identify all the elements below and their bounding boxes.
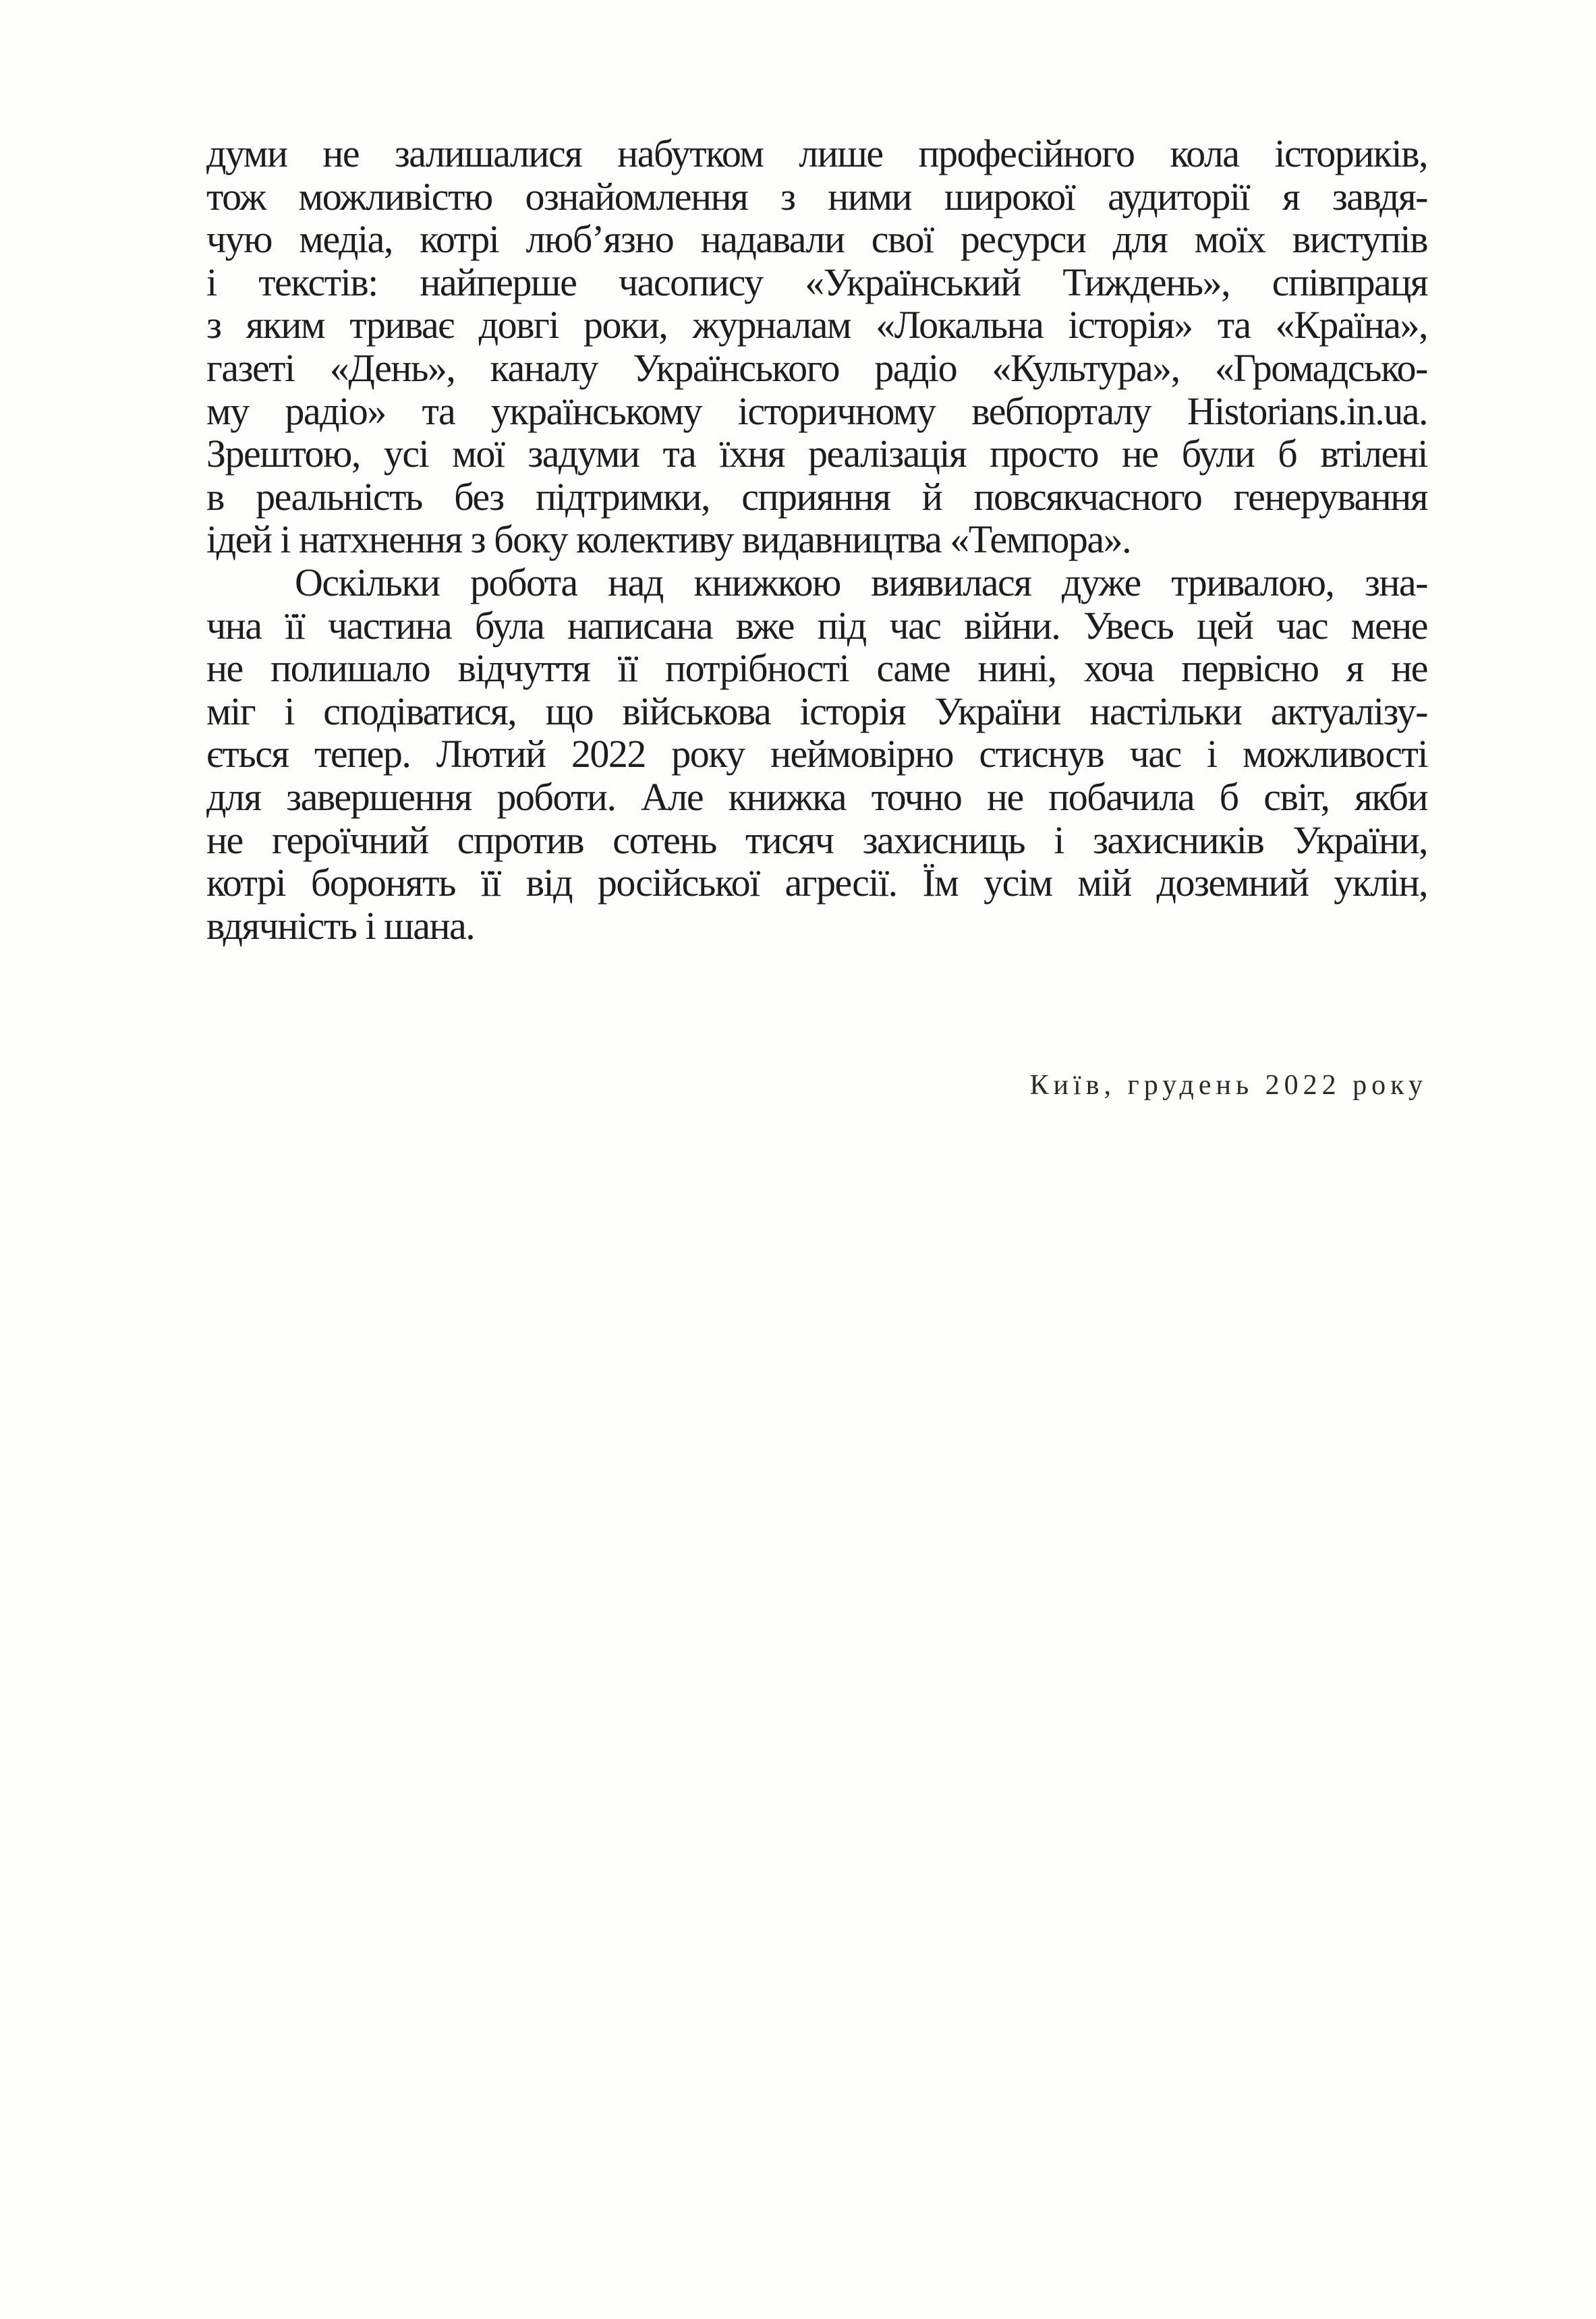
text-line: газеті «День», каналу Українського радіо «Культура», «Громадсько- — [206, 345, 1427, 390]
text-line: ідей і натхнення з боку колективу видавництва «Темпора». — [206, 517, 1131, 562]
text-line: вдячність і шана. — [206, 903, 475, 948]
text-line: Зрештою, усі мої задуми та їхня реалізація просто не були б втілені — [206, 432, 1427, 476]
text-line: в реальність без підтримки, сприяння й повсякчасного генерування — [206, 474, 1427, 519]
text-line: і текстів: найперше часопису «Український Тиждень», співпраця — [206, 260, 1427, 304]
paragraph-1 — [206, 132, 1427, 561]
paragraph-2 — [206, 561, 1427, 947]
text-line: ється тепер. Лютий 2022 року неймовірно стиснув час і можливості — [206, 732, 1427, 776]
place-date-signature: Київ, грудень 2022 року — [1029, 1070, 1427, 1101]
text-line: Оскільки робота над книжкою виявилася дуже тривалою, зна- — [295, 560, 1427, 604]
text-line: для завершення роботи. Але книжка точно не побачила б світ, якби — [206, 774, 1427, 819]
text-line: чую медіа, котрі люб’язно надавали свої ресурси для моїх виступів — [206, 217, 1427, 262]
text-line: з яким триває довгі роки, журналам «Локальна історія» та «Країна», — [206, 303, 1427, 347]
page-body — [206, 132, 1427, 947]
text-line: котрі боронять її від російської агресії. Їм усім мій доземний уклін, — [206, 861, 1427, 905]
text-line: міг і сподіватися, що військова історія України настільки актуалізу- — [206, 689, 1427, 733]
text-line: не полишало відчуття її потрібності саме нині, хоча первісно я не — [206, 646, 1427, 691]
text-line: чна її частина була написана вже під час війни. Увесь цей час мене — [206, 603, 1427, 648]
text-line: думи не залишалися набутком лише професійного кола істориків, — [206, 132, 1427, 175]
text-line: му радіо» та українському історичному вебпорталу Historians.in.ua. — [206, 389, 1427, 433]
text-line: не героїчний спротив сотень тисяч захисниць і захисників України, — [206, 818, 1427, 862]
text-line: тож можливістю ознайомлення з ними широкої аудиторії я завдя- — [206, 174, 1427, 219]
